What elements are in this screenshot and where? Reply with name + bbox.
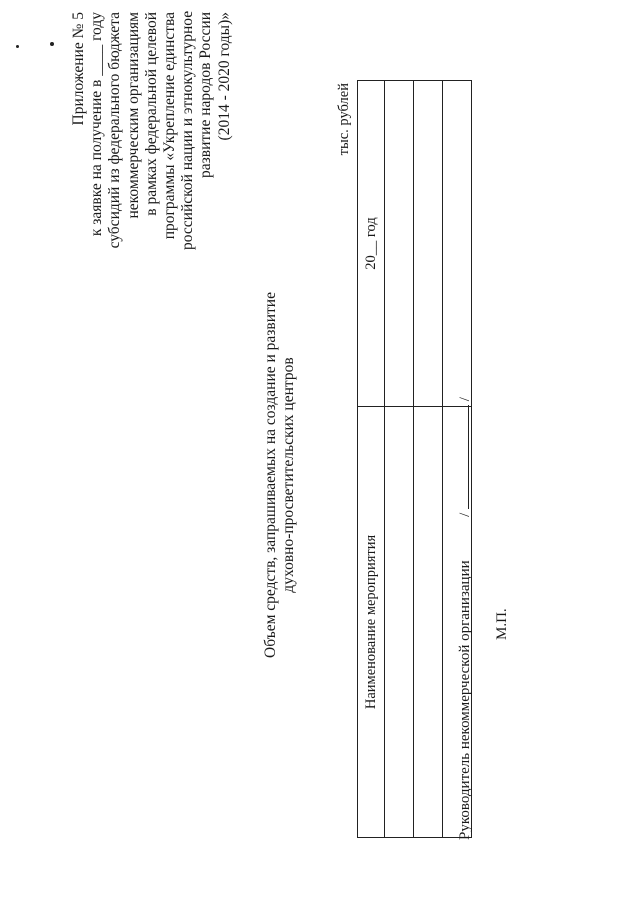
- document-title: [262, 260, 298, 690]
- table-row: [385, 81, 414, 838]
- table-cell[interactable]: [385, 81, 414, 407]
- appendix-line: некоммерческим организациям: [124, 12, 142, 219]
- table-cell[interactable]: [385, 407, 414, 838]
- column-header-year: 20__ год: [358, 81, 385, 407]
- appendix-line: в рамках федеральной целевой: [142, 12, 160, 216]
- table-cell[interactable]: [443, 81, 472, 407]
- title-line-2: духовно-просветительских центров: [280, 357, 297, 593]
- appendix-line: программы «Укрепление единства: [161, 12, 179, 240]
- appendix-line: к заявке на получение в ____ году: [88, 12, 106, 237]
- appendix-line: российской нации и этнокультурное: [179, 10, 197, 250]
- appendix-line: субсидий из федерального бюджета: [106, 12, 124, 249]
- appendix-line: развитие народов России: [197, 12, 215, 178]
- appendix-line: (2014 - 2020 годы)»: [215, 12, 233, 141]
- appendix-line: Приложение № 5: [70, 12, 87, 126]
- signature-label: Руководитель некоммерческой организации: [457, 560, 473, 840]
- signature-slash: /: [457, 397, 473, 402]
- unit-label: тыс. рублей: [336, 83, 352, 156]
- appendix-header: [70, 12, 234, 250]
- scan-speck: [50, 42, 54, 46]
- scan-speck: [16, 45, 19, 48]
- title-line-1: Объем средств, запрашиваемых на создание и развитие: [262, 292, 279, 658]
- signature-blank[interactable]: [454, 405, 469, 509]
- table-cell[interactable]: [414, 81, 443, 407]
- signature-slash: /: [457, 512, 473, 517]
- seal-label: М.П.: [494, 608, 510, 640]
- table-cell[interactable]: [414, 407, 443, 838]
- signature-line: [454, 397, 474, 840]
- column-header-activity: Наименование мероприятия: [358, 407, 385, 838]
- table-header-row: [358, 81, 385, 838]
- table-row: [414, 81, 443, 838]
